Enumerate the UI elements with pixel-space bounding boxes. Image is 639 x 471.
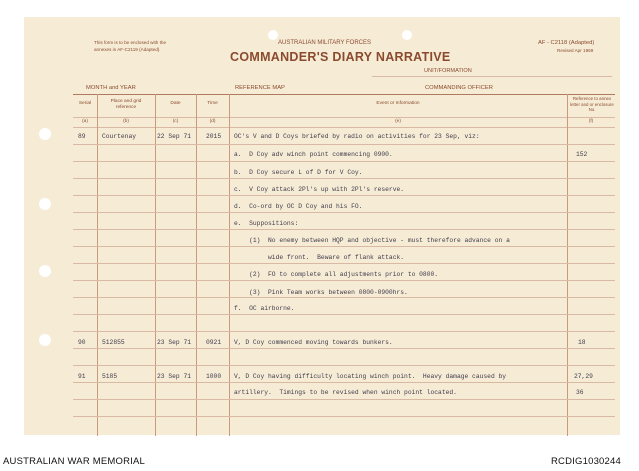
event-line: e. Suppositions: [234, 220, 299, 227]
col-letter-d: (d) [209, 119, 216, 124]
entry-reference: 152 [576, 151, 588, 158]
ruled-line [73, 399, 615, 400]
form-title: COMMANDER'S DIARY NARRATIVE [230, 50, 451, 64]
ruled-line [73, 331, 615, 332]
ruled-line [73, 212, 615, 213]
enclose-note-2: annexes in AF-C2119 (Adapted). [94, 47, 161, 52]
revised-date: Revised Apr 1969 [557, 48, 594, 53]
punch-hole [402, 30, 412, 40]
ruled-line [73, 144, 615, 145]
archive-record-id: RCDIG1030244 [551, 456, 621, 467]
entry-time: 2015 [206, 133, 222, 140]
col-header-reference: Reference to annex letter and or enclosure No. [570, 96, 614, 112]
ruled-line [73, 348, 615, 349]
punch-hole [39, 334, 51, 346]
event-line: V, D Coy commenced moving towards bunkers. [234, 339, 393, 346]
entry-time: 0921 [206, 339, 222, 346]
entry-time: 1000 [206, 373, 222, 380]
punch-hole [39, 128, 51, 140]
event-line: f. OC airborne. [234, 305, 295, 312]
ruled-line [73, 297, 615, 298]
enclose-note-1: This form is to be enclosed with the [94, 40, 167, 45]
entry-date: 23 Sep 71 [157, 339, 192, 346]
event-line: d. Co-ord by OC D Coy and his FO. [234, 203, 363, 210]
ruled-line [73, 416, 615, 417]
entry-place: Courtenay [102, 133, 137, 140]
entry-reference: 36 [576, 389, 584, 396]
entry-serial: 89 [78, 133, 86, 140]
entry-place: 512855 [102, 339, 125, 346]
ruled-line [73, 178, 615, 179]
ruled-line [73, 365, 615, 366]
col-header-serial: Serial [78, 101, 92, 106]
unit-formation-line [372, 76, 612, 77]
col-letter-a: (a) [82, 119, 88, 124]
punch-hole [39, 198, 51, 210]
ruled-line [73, 382, 615, 383]
col-divider [229, 94, 230, 436]
event-line: c. V Coy attack 2Pl's up with 2Pl's reserve. [234, 186, 405, 193]
col-divider [97, 94, 98, 436]
archive-credit: AUSTRALIAN WAR MEMORIAL [3, 456, 146, 467]
col-divider [567, 94, 568, 436]
event-line: artillery. Timings to be revised when winch point located. [234, 389, 457, 396]
event-line: V, D Coy having difficulty locating winch point. Heavy damage caused by [234, 373, 507, 380]
org-name: AUSTRALIAN MILITARY FORCES [278, 40, 372, 46]
commanding-officer-label: COMMANDING OFFICER [425, 85, 493, 91]
ruled-line [73, 195, 615, 196]
col-letter-c: (c) [172, 119, 179, 124]
punch-hole [39, 265, 51, 277]
col-header-date: Date [170, 101, 181, 106]
entry-date: 22 Sep 71 [157, 133, 192, 140]
event-line: (2) FO to complete all adjustments prior to 0800. [234, 271, 439, 278]
event-line: wide front. Beware of flank attack. [234, 254, 405, 261]
reference-map-label: REFERENCE MAP [235, 85, 285, 91]
col-letter-e: (e) [395, 119, 401, 124]
col-letter-b: (b) [123, 119, 129, 124]
entry-reference: 18 [578, 339, 586, 346]
entry-serial: 91 [78, 373, 86, 380]
event-line: (1) No enemy between HQP and objective - must therefore advance on a [234, 237, 510, 244]
entry-place: 5185 [102, 373, 118, 380]
event-line: b. D Coy secure L of D for V Coy. [234, 169, 363, 176]
entry-serial: 90 [78, 339, 86, 346]
col-divider [196, 94, 197, 436]
form-number: AF - C2118 (Adapted) [538, 40, 595, 46]
col-letter-f: (f) [588, 119, 594, 124]
ruled-line [73, 263, 615, 264]
event-line: (3) Pink Team works between 0800-0900hrs. [234, 289, 408, 296]
col-divider [155, 94, 156, 436]
ruled-line [73, 246, 615, 247]
entry-reference: 27,29 [574, 373, 593, 380]
entry-date: 23 Sep 71 [157, 373, 192, 380]
ruled-line [73, 280, 615, 281]
col-header-time: Time [207, 101, 218, 106]
ruled-line [73, 161, 615, 162]
event-line: OC's V and D Coys briefed by radio on activities for 23 Sep, viz: [234, 133, 480, 140]
event-line: a. D Coy adv winch point commencing 0900. [234, 151, 393, 158]
ruled-line [73, 314, 615, 315]
punch-hole [268, 30, 278, 40]
month-year-label: MONTH and YEAR [86, 85, 136, 91]
col-header-event: Event or Information [376, 101, 420, 106]
unit-formation-label: UNIT/FORMATION [424, 68, 472, 74]
ruled-line [73, 229, 615, 230]
col-header-place: Place and grid reference [110, 99, 142, 111]
